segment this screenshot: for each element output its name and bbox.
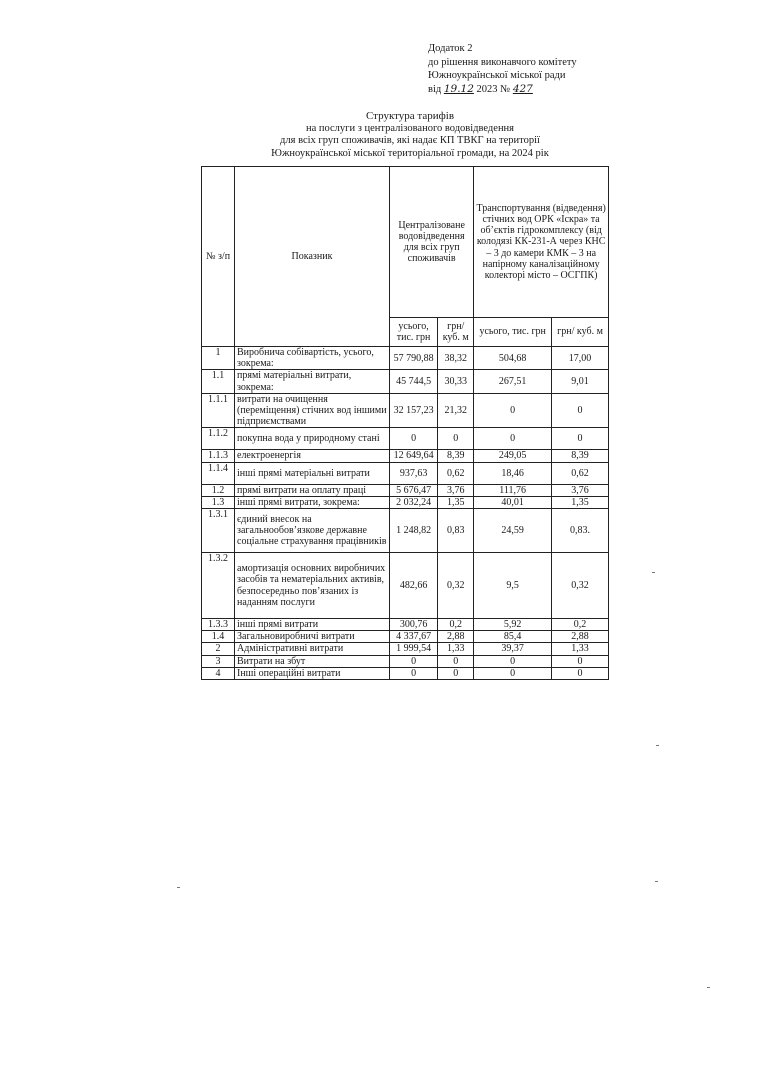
- table-row: [202, 619, 609, 631]
- header-indicator: Показник: [235, 167, 390, 347]
- title-line-2: на послуги з централізованого водовідведення: [305, 122, 515, 134]
- header-number: № з/п: [202, 167, 235, 347]
- scan-speck: [707, 987, 710, 988]
- table-row: [202, 347, 609, 370]
- row-centralized-total: 0: [390, 655, 438, 667]
- row-indicator: інші прямі матеріальні витрати: [235, 462, 390, 484]
- row-centralized-unit: 1,35: [438, 496, 474, 508]
- row-centralized-total: 2 032,24: [390, 496, 438, 508]
- row-transport-total: 9,5: [474, 553, 552, 619]
- table-row: [202, 655, 609, 667]
- row-number: 1.1.4: [202, 462, 235, 484]
- title-line-3: для всіх груп споживачів, які надає КП ТВКГ на території: [280, 135, 540, 146]
- row-transport-unit: 0,62: [552, 462, 609, 484]
- row-transport-total: 249,05: [474, 450, 552, 462]
- row-number: 1.1.2: [202, 428, 235, 450]
- row-transport-total: 111,76: [474, 484, 552, 496]
- row-centralized-total: 4 337,67: [390, 631, 438, 643]
- row-centralized-unit: 1,33: [438, 643, 474, 655]
- row-transport-unit: 0,2: [552, 619, 609, 631]
- row-transport-total: 0: [474, 667, 552, 679]
- row-transport-total: 85,4: [474, 631, 552, 643]
- document-title: [230, 110, 590, 160]
- row-centralized-unit: 21,32: [438, 393, 474, 428]
- row-transport-total: 39,37: [474, 643, 552, 655]
- row-transport-total: 18,46: [474, 462, 552, 484]
- row-centralized-unit: 8,39: [438, 450, 474, 462]
- row-centralized-total: 0: [390, 428, 438, 450]
- row-indicator: Загальновиробничі витрати: [235, 631, 390, 643]
- subheader-total-2: усього, тис. грн: [474, 318, 552, 347]
- title-line-1: Структура тарифів: [365, 110, 455, 122]
- row-transport-total: 0: [474, 393, 552, 428]
- row-number: 1.1.3: [202, 450, 235, 462]
- row-centralized-total: 32 157,23: [390, 393, 438, 428]
- row-transport-unit: 0: [552, 428, 609, 450]
- row-centralized-unit: 0: [438, 428, 474, 450]
- row-number: 1.3: [202, 496, 235, 508]
- table-row: [202, 428, 609, 450]
- row-centralized-unit: 0: [438, 655, 474, 667]
- annex-date-prefix: від: [428, 83, 442, 95]
- row-transport-unit: 3,76: [552, 484, 609, 496]
- row-transport-unit: 0: [552, 393, 609, 428]
- row-centralized-total: 1 248,82: [390, 509, 438, 553]
- annex-block: [428, 42, 577, 96]
- row-transport-unit: 0,32: [552, 553, 609, 619]
- row-centralized-total: 45 744,5: [390, 370, 438, 393]
- row-indicator: прямі матеріальні витрати, зокрема:: [235, 370, 390, 393]
- row-transport-unit: 1,33: [552, 643, 609, 655]
- row-centralized-total: 57 790,88: [390, 347, 438, 370]
- row-number: 1.3.2: [202, 553, 235, 619]
- row-centralized-total: 0: [390, 667, 438, 679]
- table-row: [202, 631, 609, 643]
- row-number: 2: [202, 643, 235, 655]
- row-centralized-unit: 0,2: [438, 619, 474, 631]
- table-row: [202, 496, 609, 508]
- table-row: [202, 484, 609, 496]
- row-indicator: Витрати на збут: [235, 655, 390, 667]
- scan-speck: [177, 887, 180, 888]
- row-centralized-unit: 3,76: [438, 484, 474, 496]
- table-row: [202, 370, 609, 393]
- row-number: 1.3.1: [202, 509, 235, 553]
- row-transport-unit: 17,00: [552, 347, 609, 370]
- scan-speck: [652, 572, 655, 573]
- row-centralized-total: 12 649,64: [390, 450, 438, 462]
- scan-speck: [655, 881, 658, 882]
- title-line-4: Южноукраїнської міської територіальної громади, на 2024 рік: [271, 147, 549, 159]
- row-number: 1.1: [202, 370, 235, 393]
- header-centralized: Централізоване водовідведення для всіх груп споживачів: [390, 167, 474, 318]
- scan-speck: [656, 745, 659, 746]
- row-transport-unit: 2,88: [552, 631, 609, 643]
- row-centralized-unit: 0,83: [438, 509, 474, 553]
- row-number: 1.3.3: [202, 619, 235, 631]
- row-transport-unit: 8,39: [552, 450, 609, 462]
- row-indicator: електроенергія: [235, 450, 390, 462]
- row-transport-unit: 0: [552, 667, 609, 679]
- subheader-total-1: усього, тис. грн: [390, 318, 438, 347]
- tariff-structure-table: [201, 166, 609, 680]
- row-centralized-total: 937,63: [390, 462, 438, 484]
- header-transport: Транспортування (відведення) стічних вод ОРК «Іскра» та об’єктів гідрокомплексу (від колодязі КК-231-А через КНС – 3 до камери КМК – 3 на напірному каналізаційному колекторі місто – ОСГПК): [474, 167, 609, 318]
- row-indicator: амортизація основних виробничих засобів та нематеріальних активів, безпосередньо пов’язаних із наданням послуги: [235, 553, 390, 619]
- row-number: 1.4: [202, 631, 235, 643]
- row-indicator: Адміністративні витрати: [235, 643, 390, 655]
- row-number: 4: [202, 667, 235, 679]
- row-transport-total: 5,92: [474, 619, 552, 631]
- row-centralized-total: 5 676,47: [390, 484, 438, 496]
- row-number: 3: [202, 655, 235, 667]
- annex-year: 2023 №: [476, 83, 511, 95]
- row-centralized-total: 482,66: [390, 553, 438, 619]
- row-centralized-unit: 38,32: [438, 347, 474, 370]
- annex-date-line: [428, 83, 577, 97]
- row-transport-unit: 0: [552, 655, 609, 667]
- subheader-unit-2: грн/ куб. м: [552, 318, 609, 347]
- row-centralized-unit: 0,32: [438, 553, 474, 619]
- row-indicator: інші прямі витрати: [235, 619, 390, 631]
- table-row: [202, 553, 609, 619]
- row-indicator: Інші операційні витрати: [235, 667, 390, 679]
- table-row: [202, 509, 609, 553]
- subheader-unit-1: грн/ куб. м: [438, 318, 474, 347]
- table-row: [202, 450, 609, 462]
- annex-number-handwritten: 427: [512, 82, 533, 95]
- table-row: [202, 667, 609, 679]
- row-transport-total: 40,01: [474, 496, 552, 508]
- table-row: [202, 643, 609, 655]
- row-indicator: інші прямі витрати, зокрема:: [235, 496, 390, 508]
- table-row: [202, 393, 609, 428]
- row-transport-total: 504,68: [474, 347, 552, 370]
- row-transport-unit: 0,83.: [552, 509, 609, 553]
- row-centralized-total: 1 999,54: [390, 643, 438, 655]
- row-indicator: єдиний внесок на загальнообов’язкове державне соціальне страхування працівників: [235, 509, 390, 553]
- row-centralized-unit: 2,88: [438, 631, 474, 643]
- row-number: 1.2: [202, 484, 235, 496]
- annex-line-1: Додаток 2: [428, 43, 473, 54]
- row-transport-unit: 1,35: [552, 496, 609, 508]
- row-number: 1: [202, 347, 235, 370]
- row-transport-total: 0: [474, 428, 552, 450]
- table-row: [202, 462, 609, 484]
- row-centralized-unit: 0: [438, 667, 474, 679]
- annex-date-handwritten: 19.12: [443, 82, 474, 95]
- row-indicator: Виробнича собівартість, усього, зокрема:: [235, 347, 390, 370]
- row-transport-total: 0: [474, 655, 552, 667]
- row-centralized-unit: 30,33: [438, 370, 474, 393]
- row-indicator: покупна вода у природному стані: [235, 428, 390, 450]
- annex-line-3: Южноукраїнської міської ради: [428, 70, 566, 81]
- row-indicator: прямі витрати на оплату праці: [235, 484, 390, 496]
- row-transport-total: 24,59: [474, 509, 552, 553]
- row-number: 1.1.1: [202, 393, 235, 428]
- row-transport-total: 267,51: [474, 370, 552, 393]
- row-transport-unit: 9,01: [552, 370, 609, 393]
- row-centralized-total: 300,76: [390, 619, 438, 631]
- annex-line-2: до рішення виконавчого комітету: [428, 56, 577, 68]
- row-indicator: витрати на очищення (переміщення) стічних вод іншими підприємствами: [235, 393, 390, 428]
- table-body: [202, 347, 609, 680]
- row-centralized-unit: 0,62: [438, 462, 474, 484]
